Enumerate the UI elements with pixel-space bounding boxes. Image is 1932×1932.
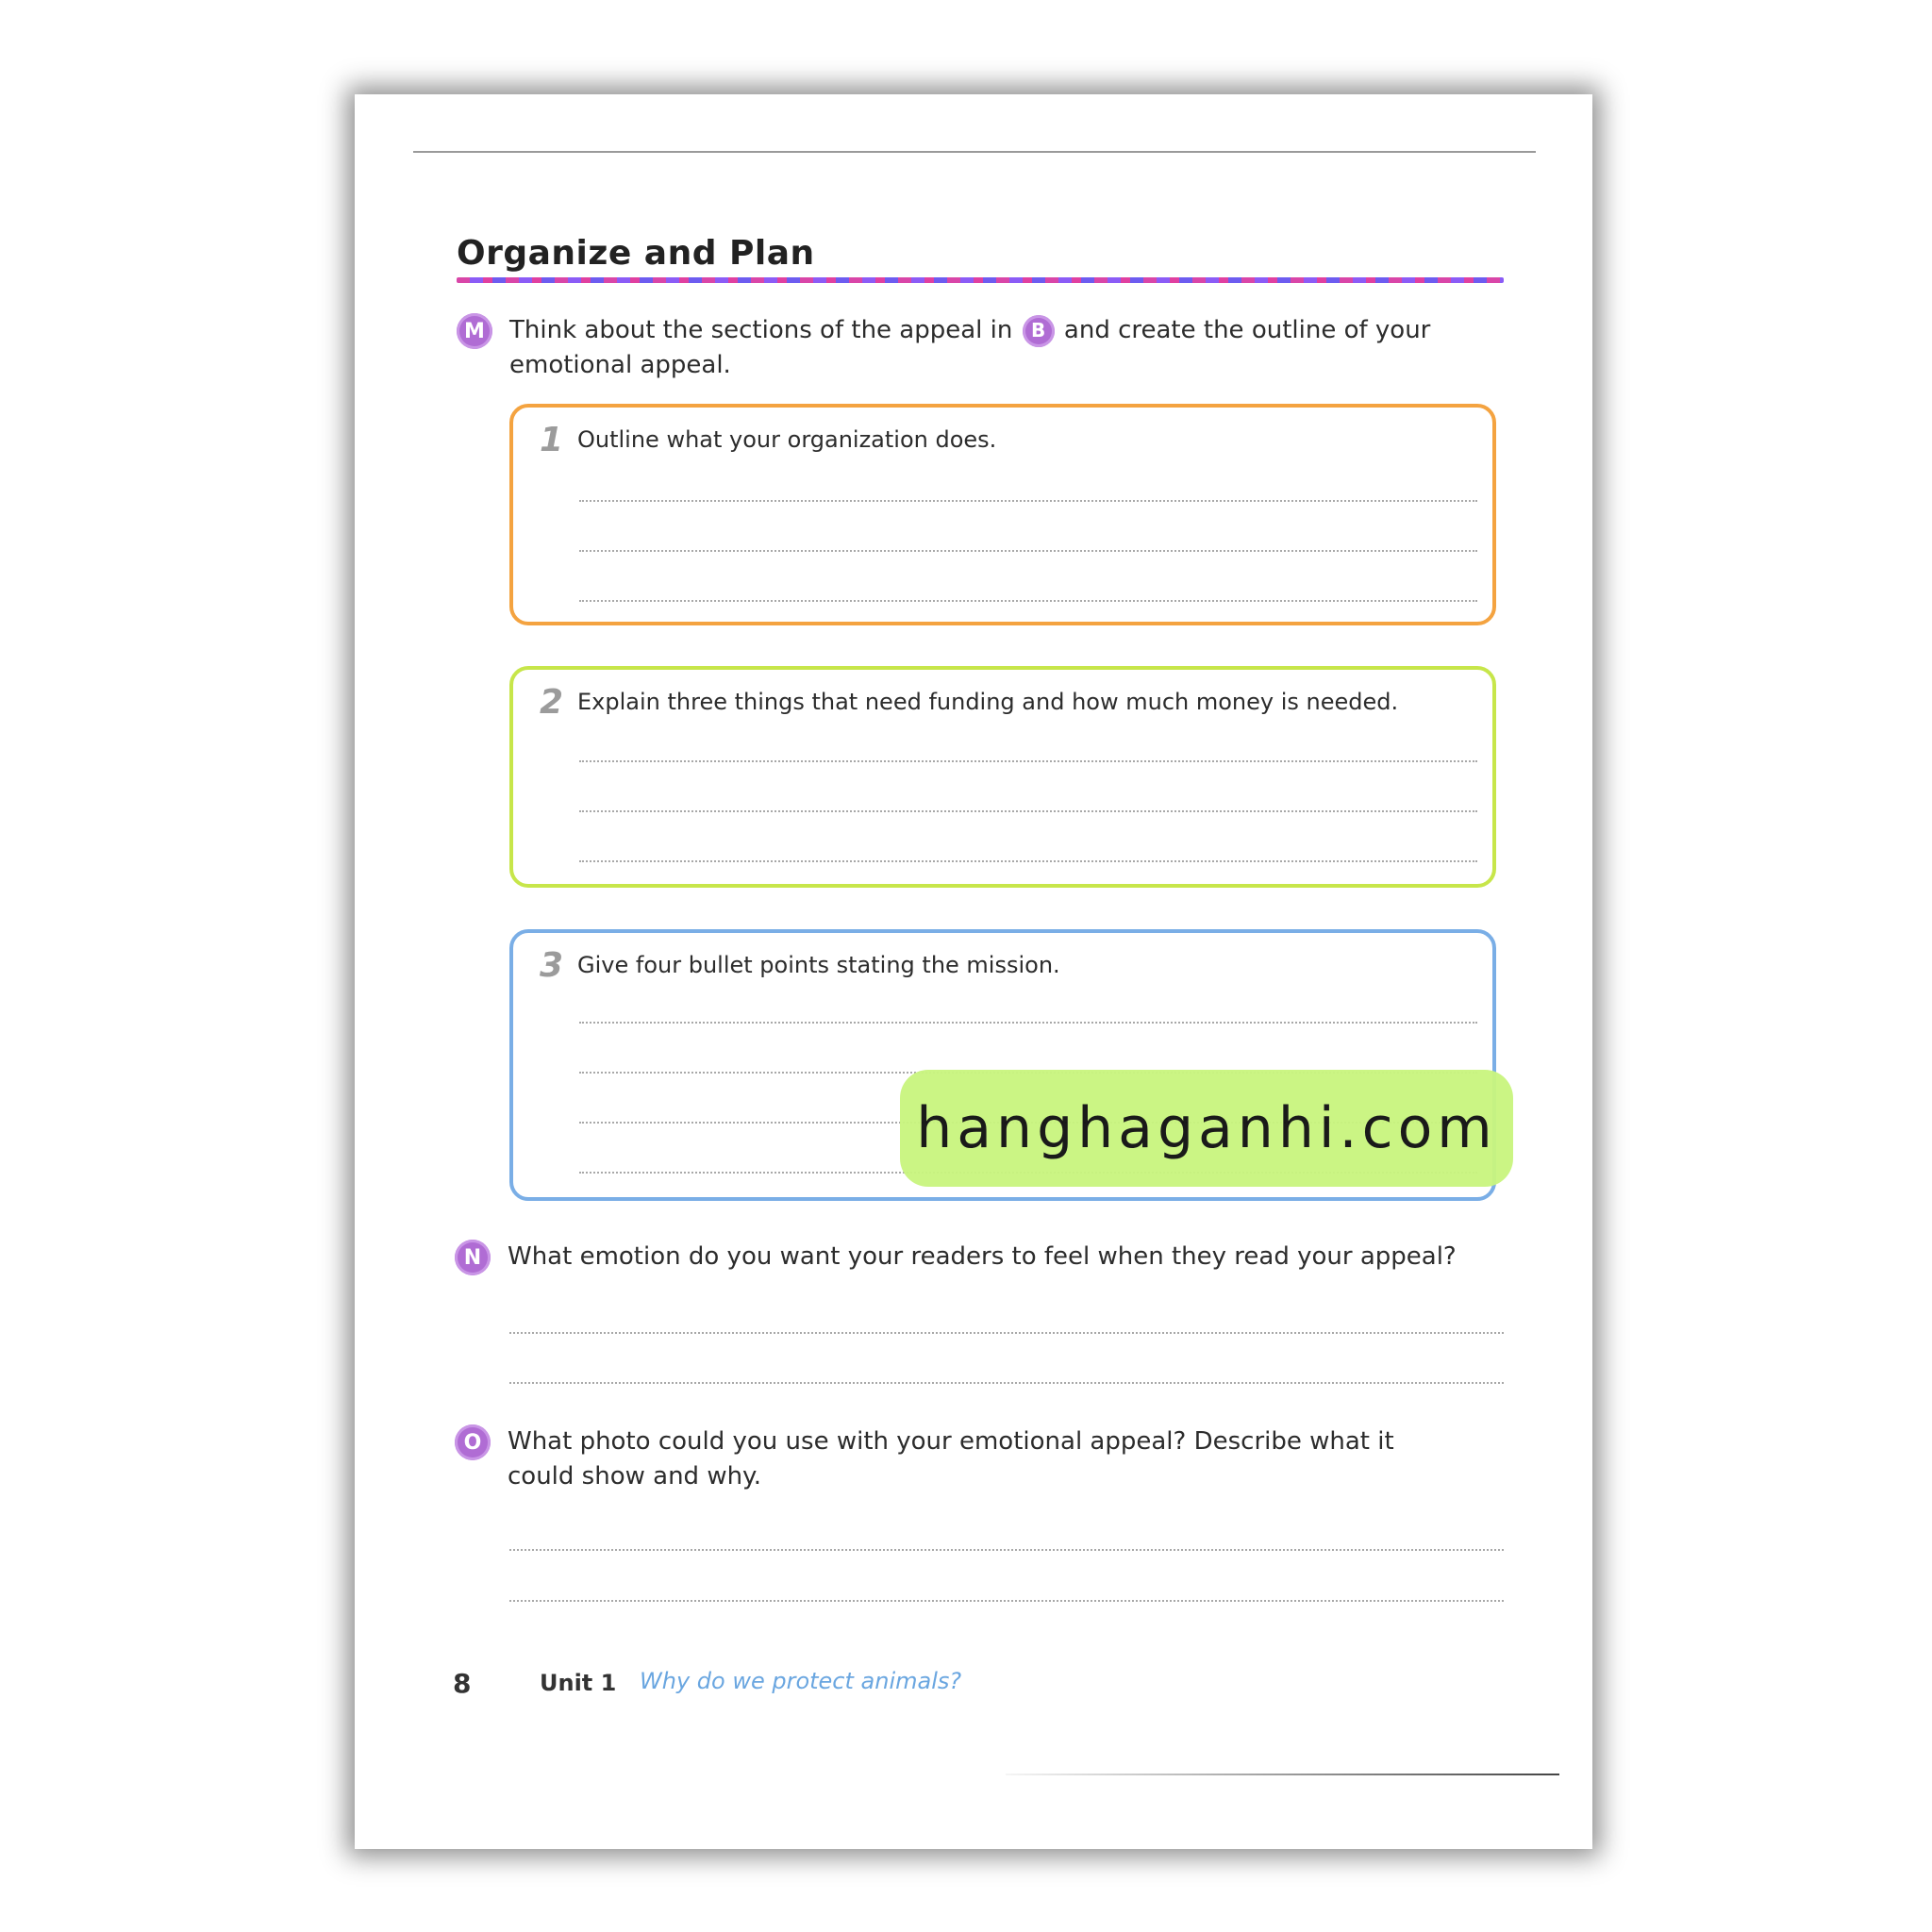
writing-line[interactable]: [579, 860, 1477, 862]
unit-question: Why do we protect animals?: [640, 1668, 962, 1694]
answer-line[interactable]: [509, 1382, 1504, 1384]
section-title: Organize and Plan: [457, 234, 815, 273]
writing-line[interactable]: [579, 1022, 1477, 1024]
outline-box-2: [509, 666, 1496, 888]
top-rule: [413, 151, 1536, 153]
task-n-badge: N: [455, 1240, 491, 1275]
task-n-question: What emotion do you want your readers to feel when they read your appeal?: [508, 1242, 1457, 1271]
inline-b-badge: B: [1023, 315, 1055, 347]
box-prompt-3: Give four bullet points stating the mission.: [577, 952, 1060, 978]
box-number-1: 1: [540, 421, 564, 459]
answer-line[interactable]: [509, 1549, 1504, 1551]
writing-line[interactable]: [579, 810, 1477, 812]
task-o-badge: O: [455, 1424, 491, 1460]
writing-line[interactable]: [579, 550, 1477, 552]
writing-line[interactable]: [579, 500, 1477, 502]
box-number-3: 3: [540, 946, 564, 985]
answer-line[interactable]: [509, 1600, 1504, 1602]
task-m-text-before: Think about the sections of the appeal in: [509, 316, 1013, 344]
box-prompt-1: Outline what your organization does.: [577, 426, 997, 453]
bottom-rule: [1006, 1774, 1559, 1775]
writing-line[interactable]: [579, 760, 1477, 762]
outline-box-1: [509, 404, 1496, 625]
watermark-banner: hanghaganhi.com: [900, 1070, 1513, 1187]
title-underline: [457, 277, 1504, 283]
box-prompt-2: Explain three things that need funding and how much money is needed.: [577, 689, 1399, 715]
writing-line[interactable]: [579, 600, 1477, 602]
workbook-page: [355, 94, 1592, 1849]
answer-line[interactable]: [509, 1332, 1504, 1334]
task-m-instruction: [509, 313, 1462, 383]
task-o-question: What photo could you use with your emotional appeal? Describe what it could show and why.: [508, 1427, 1394, 1491]
page-number: 8: [453, 1668, 472, 1699]
task-m-text-after: and create the outline of your emotional appeal.: [509, 316, 1431, 379]
box-number-2: 2: [540, 683, 564, 722]
task-m-badge: M: [457, 313, 492, 349]
unit-label: Unit 1: [540, 1670, 617, 1696]
